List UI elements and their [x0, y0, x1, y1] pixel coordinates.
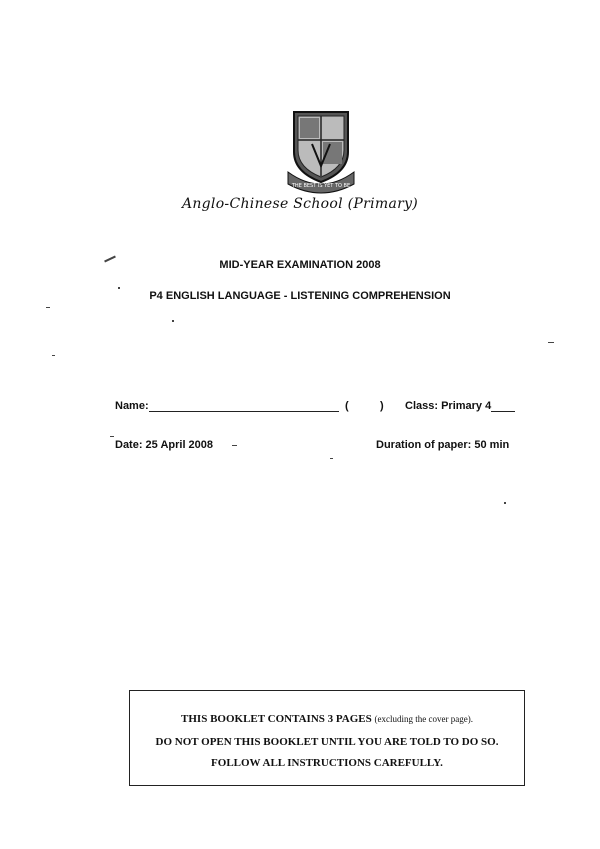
exam-duration: Duration of paper: 50 min	[376, 439, 510, 451]
scan-speck	[504, 502, 506, 504]
scan-speck	[52, 355, 55, 356]
crest-motto: THE BEST IS YET TO BE	[291, 183, 351, 189]
name-blank	[149, 400, 339, 412]
school-name: Anglo-Chinese School (Primary)	[181, 196, 419, 212]
page-count-text: THIS BOOKLET CONTAINS 3 PAGES	[181, 713, 372, 725]
class-blank	[491, 400, 515, 412]
scan-speck	[548, 342, 554, 343]
register-paren-close: )	[380, 400, 384, 412]
scan-speck	[232, 445, 237, 446]
name-label: Name:	[115, 400, 149, 412]
register-paren-open: (	[345, 400, 349, 412]
instruction-follow: FOLLOW ALL INSTRUCTIONS CAREFULLY.	[211, 757, 443, 769]
name-field	[115, 400, 339, 412]
scan-speck	[110, 436, 114, 437]
class-field	[405, 400, 515, 412]
scan-speck	[118, 287, 120, 289]
scan-speck	[330, 458, 333, 459]
instructions-box	[129, 690, 525, 786]
instruction-do-not-open: DO NOT OPEN THIS BOOKLET UNTIL YOU ARE TOLD TO DO SO.	[155, 736, 499, 748]
exam-title: MID-YEAR EXAMINATION 2008	[219, 259, 381, 271]
page-count-note: (excluding the cover page).	[374, 714, 473, 724]
instruction-page-count	[130, 713, 524, 725]
class-label: Class: Primary 4	[405, 400, 492, 412]
exam-subject: P4 ENGLISH LANGUAGE - LISTENING COMPREHENSION	[149, 290, 451, 302]
school-crest-logo	[286, 106, 356, 194]
exam-date: Date: 25 April 2008	[115, 439, 214, 451]
scan-speck	[46, 307, 50, 308]
scan-speck	[172, 320, 174, 322]
